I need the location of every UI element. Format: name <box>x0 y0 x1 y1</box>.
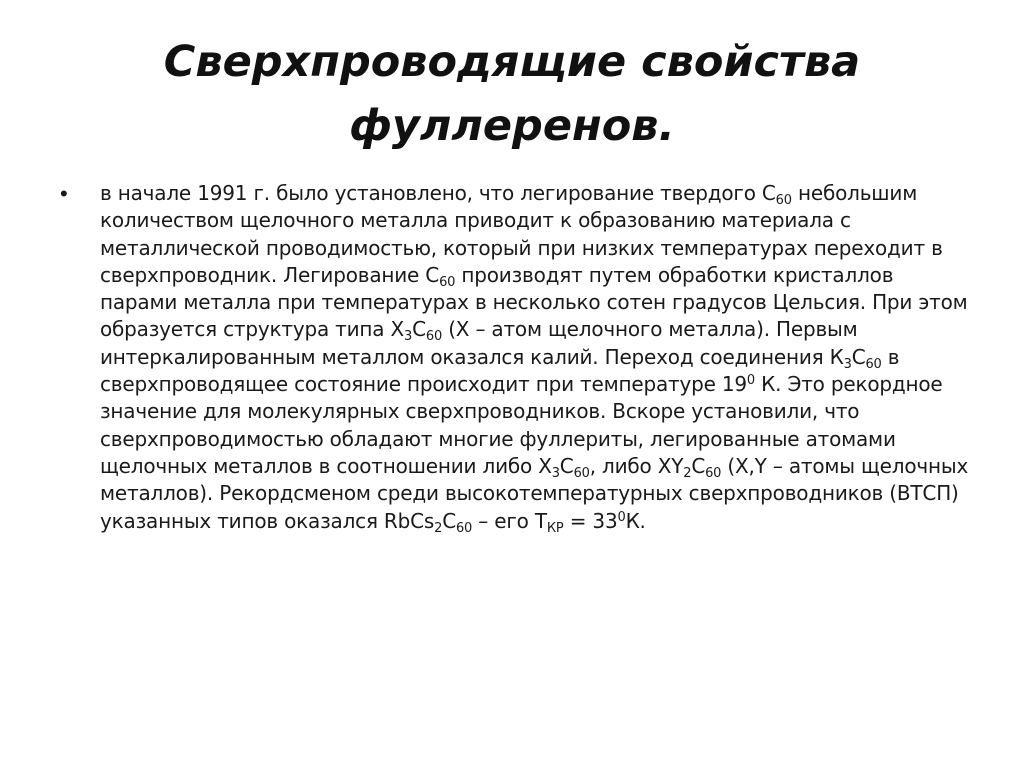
slide-title: Сверхпроводящие свойства фуллеренов. <box>163 37 861 151</box>
text-run: К. Это рекордное значение для молекулярных сверхпроводников. Вскоре установили, что сверхпроводимостью обладают многие фуллериты, легированные атомами щелочных металлов в соотношении либо Х <box>100 372 943 478</box>
subscript: 2 <box>434 520 443 536</box>
subscript: 3 <box>404 329 413 345</box>
text-run: К. <box>625 508 646 533</box>
subscript: КР <box>546 520 564 536</box>
bullet-icon: • <box>60 181 68 206</box>
text-run: (Х – атом щелочного металла). Первым интеркалированным металлом оказался калий. Переход соединения К <box>100 317 858 369</box>
subscript: 3 <box>551 465 560 481</box>
subscript: 60 <box>425 329 443 345</box>
bullet-text <box>100 180 970 535</box>
text-run: С <box>559 453 574 478</box>
subscript: 2 <box>683 465 692 481</box>
subscript: 60 <box>455 520 473 536</box>
text-run: в сверхпроводящее состояние происходит при температуре 19 <box>100 344 900 397</box>
text-run: в начале 1991 г. было установлено, что легирование твердого С <box>100 181 776 205</box>
superscript: 0 <box>746 373 755 389</box>
bullet-list <box>60 180 970 535</box>
text-run: = 33 <box>563 508 618 533</box>
text-run: небольшим количеством щелочного металла приводит к образованию материала с металлической проводимостью, который при низких температурах переходит в сверхпроводник. Легирование С <box>100 181 943 287</box>
text-run: С <box>412 317 426 342</box>
text-run: С <box>851 344 866 369</box>
subscript: 60 <box>439 274 456 290</box>
text-run: C <box>442 508 456 533</box>
subscript: 60 <box>705 465 722 481</box>
list-item <box>60 180 970 535</box>
subscript: 60 <box>775 193 792 208</box>
subscript: 3 <box>843 356 852 372</box>
text-run: , либо XY <box>589 453 684 478</box>
text-run: – его Т <box>472 508 547 533</box>
subscript: 60 <box>865 356 882 372</box>
subscript: 60 <box>573 465 590 481</box>
text-run: производят путем обработки кристаллов парами металла при температурах в несколько сотен градусов Цельсия. При этом образуется структура типа Х <box>100 262 968 342</box>
superscript: 0 <box>617 509 626 525</box>
text-run: C <box>691 453 706 478</box>
text-run: (X,Y – атомы щелочных металлов). Рекордсменом среди высокотемпературных сверхпроводников (ВТСП) указанных типов оказался RbCs <box>100 453 969 533</box>
